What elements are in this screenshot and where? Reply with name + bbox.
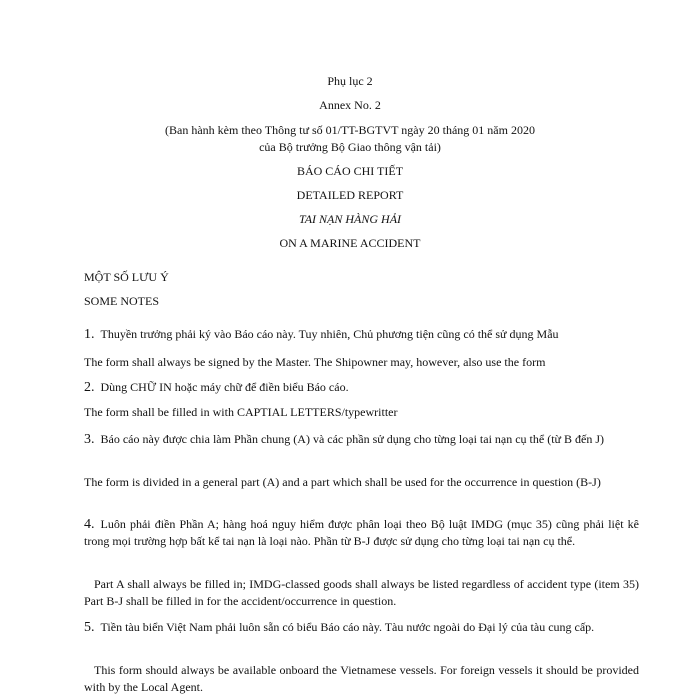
appendix-label-vi: Phụ lục 2 xyxy=(327,74,373,88)
note-4-vi-text: Luôn phải điền Phần A; hàng hoá nguy hiểm được phân loại theo Bộ luật IMDG (mục 35) cũng phải liệt kê trong mọi trường hợp bất kể tai nạn là loại nào. Phần từ B-J được sử dụng cho từng loại tai nạn cụ thể. xyxy=(84,517,639,548)
issued-note-line1: (Ban hành kèm theo Thông tư số 01/TT-BGTVT ngày 20 tháng 01 năm 2020 xyxy=(165,123,535,137)
note-3-vi-text: Báo cáo này được chia làm Phần chung (A) và các phần sử dụng cho từng loại tai nạn cụ thể (từ B đến J) xyxy=(100,432,605,446)
note-1-vi xyxy=(84,327,639,343)
note-2-vi-text: Dùng CHỮ IN hoặc máy chữ để điền biểu Báo cáo. xyxy=(100,380,349,394)
note-1-number: 1. xyxy=(84,327,95,342)
note-5-vi-text: Tiền tàu biển Việt Nam phải luôn sẵn có biểu Báo cáo này. Tàu nước ngoài do Đại lý của tàu cung cấp. xyxy=(100,620,595,634)
notes-heading-vi: MỘT SỐ LƯU Ý xyxy=(84,270,169,284)
subtitle-en: ON A MARINE ACCIDENT xyxy=(279,236,421,250)
note-5-vi xyxy=(84,619,639,636)
issued-note-line2: của Bộ trưởng Bộ Giao thông vận tải) xyxy=(259,140,441,154)
title-vi: BÁO CÁO CHI TIẾT xyxy=(296,164,404,178)
note-2-en: The form shall be filled in with CAPTIAL LETTERS/typewritter xyxy=(84,405,398,419)
note-1-vi-text: Thuyền trưởng phải ký vào Báo cáo này. Tuy nhiên, Chủ phương tiện cũng có thể sử dụng Mẫu xyxy=(100,327,559,341)
note-5-en: This form should always be available onboard the Vietnamese vessels. For foreign vessels it should be provided with by the Local Agent. xyxy=(84,663,639,694)
subtitle-vi: TAI NẠN HÀNG HẢI xyxy=(298,212,402,226)
note-4-vi xyxy=(84,516,639,550)
notes-heading-en: SOME NOTES xyxy=(84,294,160,308)
appendix-label-en: Annex No. 2 xyxy=(319,98,381,112)
note-4-number: 4. xyxy=(84,517,95,532)
note-3-number: 3. xyxy=(84,432,95,447)
note-5-number: 5. xyxy=(84,620,95,635)
note-2-number: 2. xyxy=(84,380,95,395)
note-2-vi xyxy=(84,380,639,396)
note-3-vi xyxy=(84,431,639,448)
note-1-en: The form shall always be signed by the Master. The Shipowner may, however, also use the form xyxy=(84,355,546,369)
note-3-en: The form is divided in a general part (A) and a part which shall be used for the occurrence in question (B-J) xyxy=(84,475,601,489)
title-en: DETAILED REPORT xyxy=(296,188,404,202)
note-4-en: Part A shall always be filled in; IMDG-classed goods shall always be listed regardless of accident type (item 35) Part B-J shall be filled in for the accident/occurrence in question. xyxy=(84,577,639,608)
